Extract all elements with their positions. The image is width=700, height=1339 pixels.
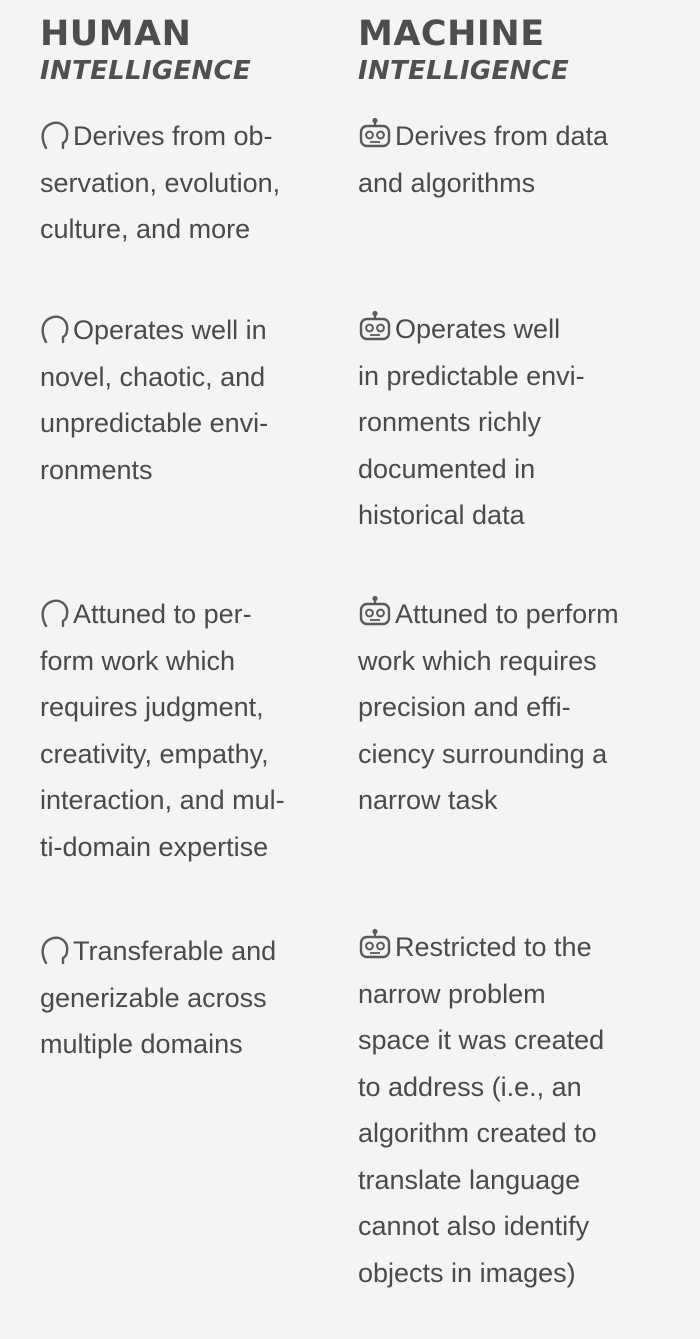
machine-item-3-line-3: precision and effi- <box>358 692 571 722</box>
robot-icon <box>358 595 392 627</box>
human-item-2-line-4: ronments <box>40 454 153 485</box>
machine-item-2-line-3: ronments richly <box>358 407 542 437</box>
machine-item-3-line-4: ciency surrounding a <box>358 738 608 769</box>
machine-item-1 <box>358 113 608 206</box>
machine-item-4-line-5: algorithm created to <box>358 1118 597 1148</box>
human-item-3-line-6: ti-domain expertise <box>40 831 269 862</box>
human-item-2-line-1: Operates well in <box>73 315 267 345</box>
machine-item-2-line-4: documented in <box>358 453 536 484</box>
machine-item-3-line-1: Attuned to perform <box>395 599 619 629</box>
machine-item-4-line-8: objects in images) <box>358 1257 576 1288</box>
human-item-4-line-1: Transferable and <box>73 936 277 966</box>
machine-item-3-line-5: narrow task <box>358 785 498 815</box>
human-head-icon <box>40 121 70 149</box>
machine-item-4-line-1: Restricted to the <box>395 932 592 962</box>
human-heading: HUMAN <box>40 14 192 54</box>
human-item-2-line-3: unpredictable envi- <box>40 408 269 438</box>
machine-item-2 <box>358 306 585 539</box>
robot-icon <box>358 310 392 342</box>
machine-heading: MACHINE <box>358 14 545 54</box>
human-item-3-line-3: requires judgment, <box>40 692 264 722</box>
robot-icon <box>358 928 392 960</box>
human-item-4-line-3: multiple domains <box>40 1029 243 1059</box>
human-head-icon <box>40 936 70 964</box>
machine-item-3-line-2: work which requires <box>358 645 597 676</box>
machine-item-1-line-1: Derives from data <box>395 121 609 151</box>
machine-item-4-line-2: narrow problem <box>358 978 546 1009</box>
human-head-icon <box>40 315 70 343</box>
human-item-4-line-2: generizable across <box>40 982 267 1013</box>
machine-item-4-line-7: cannot also identify <box>358 1211 590 1241</box>
machine-item-4 <box>358 924 604 1296</box>
machine-item-4-line-6: translate language <box>358 1164 581 1195</box>
human-item-1-line-3: culture, and more <box>40 214 251 244</box>
machine-item-2-line-1: Operates well <box>395 314 561 344</box>
human-item-1-line-2: servation, evolution, <box>40 167 281 198</box>
human-subheading: INTELLIGENCE <box>40 56 252 86</box>
human-item-3-line-2: form work which <box>40 645 236 676</box>
human-item-3-line-1: Attuned to per- <box>73 599 252 629</box>
human-item-1-line-1: Derives from ob- <box>73 121 273 151</box>
robot-icon <box>358 117 392 149</box>
human-item-4 <box>40 928 276 1068</box>
machine-item-2-line-2: in predictable envi- <box>358 360 585 391</box>
machine-item-1-line-2: and algorithms <box>358 167 536 198</box>
machine-item-4-line-3: space it was created <box>358 1025 605 1055</box>
human-item-3-line-5: interaction, and mul- <box>40 785 285 815</box>
human-item-2-line-2: novel, chaotic, and <box>40 361 266 392</box>
human-item-1 <box>40 113 280 253</box>
machine-item-4-line-4: to address (i.e., an <box>358 1071 582 1102</box>
machine-item-2-line-5: historical data <box>358 500 525 530</box>
human-item-3-line-4: creativity, empathy, <box>40 738 269 769</box>
machine-subheading: INTELLIGENCE <box>358 56 570 86</box>
human-head-icon <box>40 599 70 627</box>
machine-item-3 <box>358 591 619 824</box>
human-item-2 <box>40 307 268 493</box>
human-item-3 <box>40 591 285 870</box>
